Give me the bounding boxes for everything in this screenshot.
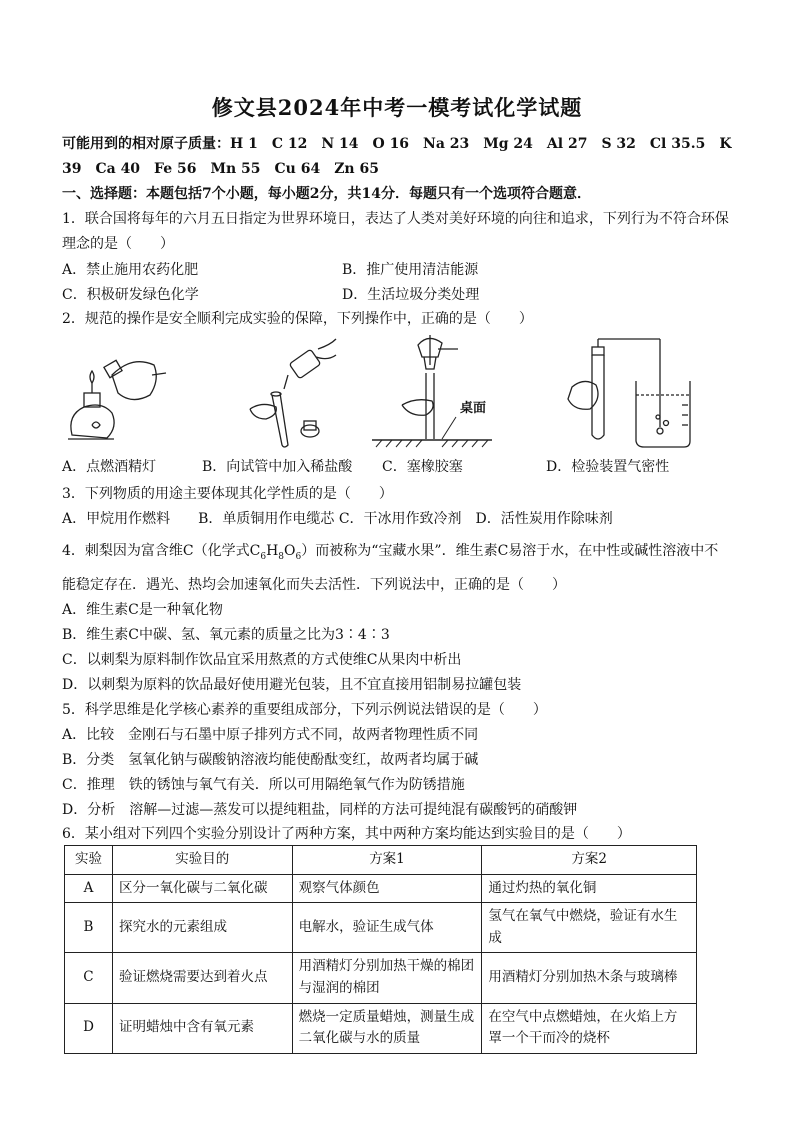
q5-option-a: A．比较 金刚石与石墨中原子排列方式不同，故两者物理性质不同 <box>62 727 479 743</box>
airtightness-check-illustration <box>562 335 712 450</box>
q2-stem: 2．规范的操作是安全顺利完成实验的保障，下列操作中，正确的是（ ） <box>62 311 533 327</box>
header-plan-2: 方案2 <box>482 846 697 875</box>
row-id: D <box>65 1003 113 1053</box>
q5-option-c: C．推理 铁的锈蚀与氧气有关．所以可用隔绝氧气作为防锈措施 <box>62 777 465 793</box>
q4-h: H <box>266 543 279 559</box>
q4-o: O <box>284 543 296 559</box>
q6-stem: 6．某小组对下列四个实验分别设计了两种方案，其中两种方案均能达到实验目的是（ ） <box>62 826 631 842</box>
row-goal: 验证燃烧需要达到着火点 <box>112 953 292 1003</box>
row-plan-1: 用酒精灯分别加热干燥的棉团与湿润的棉团 <box>292 953 482 1003</box>
row-id: B <box>65 903 113 953</box>
row-id: C <box>65 953 113 1003</box>
header-goal: 实验目的 <box>112 846 292 875</box>
q4-option-d: D．以刺梨为原料的饮品最好使用避光包装，且不宜直接用铝制易拉罐包装 <box>62 677 522 693</box>
q3-stem: 3．下列物质的用途主要体现其化学性质的是（ ） <box>62 486 393 502</box>
row-plan-1: 燃烧一定质量蜡烛，测量生成二氧化碳与水的质量 <box>292 1003 482 1053</box>
q4-sub-oxygen: 6 <box>295 551 302 562</box>
table-row <box>65 953 697 1003</box>
q4-stem-post: ）而被称为“宝藏水果”．维生素C易溶于水，在中性或碱性溶液中不 <box>301 543 719 559</box>
page-title: 修文县2024年中考一模考试化学试题 <box>211 95 583 120</box>
q2-option-d: D．检验装置气密性 <box>546 459 670 475</box>
header-plan-1: 方案1 <box>292 846 482 875</box>
q5-option-b: B．分类 氢氧化钠与碳酸钠溶液均能使酚酞变红，故两者均属于碱 <box>62 752 479 768</box>
row-plan-1: 观察气体颜色 <box>292 874 482 903</box>
q2-option-c: C．塞橡胶塞 <box>382 459 463 475</box>
table-row <box>65 903 697 953</box>
atomic-mass-line-1: 可能用到的相对原子质量：H 1 C 12 N 14 O 16 Na 23 Mg 24 Al 27 S 32 Cl 35.5 K <box>62 136 732 152</box>
q1-option-c: C．积极研发绿色化学 <box>62 287 199 303</box>
row-plan-2: 在空气中点燃蜡烛，在火焰上方罩一个干而冷的烧杯 <box>482 1003 697 1053</box>
q5-option-d: D．分析 溶解—过滤—蒸发可以提纯粗盐，同样的方法可提纯混有碳酸钙的硝酸钾 <box>62 802 578 818</box>
row-goal: 探究水的元素组成 <box>112 903 292 953</box>
alcohol-lamp-illustration <box>62 335 172 450</box>
q1-option-b: B．推广使用清洁能源 <box>342 262 479 278</box>
test-tube-pour-illustration <box>232 335 342 450</box>
q5-stem: 5．科学思维是化学核心素养的重要组成部分，下列示例说法错误的是（ ） <box>62 702 547 718</box>
q1-stem-line-1: 1．联合国将每年的六月五日指定为世界环境日，表达了人类对美好环境的向往和追求，下列行为不符合环保 <box>62 211 729 227</box>
q4-option-b: B．维生素C中碳、氢、氧元素的质量之比为3∶4∶3 <box>62 627 390 643</box>
q1-stem-line-2: 理念的是（ ） <box>62 236 174 252</box>
table-header-row <box>65 846 697 875</box>
section-heading: 一、选择题：本题包括7个小题，每小题2分，共14分．每题只有一个选项符合题意． <box>62 186 591 202</box>
desk-label: 桌面 <box>460 401 487 416</box>
row-plan-1: 电解水，验证生成气体 <box>292 903 482 953</box>
q1-option-d: D．生活垃圾分类处理 <box>342 287 480 303</box>
row-plan-2: 通过灼热的氧化铜 <box>482 874 697 903</box>
row-goal: 证明蜡烛中含有氧元素 <box>112 1003 292 1053</box>
table-row <box>65 1003 697 1053</box>
q3-options: A．甲烷用作燃料 B．单质铜用作电缆芯 C．干冰用作致冷剂 D．活性炭用作除味剂 <box>62 511 613 527</box>
q2-figures <box>62 335 712 450</box>
row-id: A <box>65 874 113 903</box>
rubber-stopper-illustration <box>372 335 492 450</box>
header-experiment: 实验 <box>65 846 113 875</box>
q4-stem-line-1 <box>62 540 718 562</box>
row-plan-2: 用酒精灯分别加热木条与玻璃棒 <box>482 953 697 1003</box>
experiment-table <box>64 845 697 1054</box>
q4-stem-line-2: 能稳定存在．遇光、热均会加速氧化而失去活性．下列说法中，正确的是（ ） <box>62 577 566 593</box>
table-row <box>65 874 697 903</box>
row-plan-2: 氢气在氧气中燃烧，验证有水生成 <box>482 903 697 953</box>
atomic-mass-line-2: 39 Ca 40 Fe 56 Mn 55 Cu 64 Zn 65 <box>62 161 379 177</box>
q2-option-a: A．点燃酒精灯 <box>62 459 157 475</box>
q4-sub-hydrogen: 8 <box>278 551 285 562</box>
q4-option-c: C．以刺梨为原料制作饮品宜采用熬煮的方式使维C从果肉中析出 <box>62 652 462 668</box>
q4-stem-pre: 4．刺梨因为富含维C（化学式C <box>62 543 261 559</box>
q1-option-a: A．禁止施用农药化肥 <box>62 262 199 278</box>
row-goal: 区分一氧化碳与二氧化碳 <box>112 874 292 903</box>
q2-option-b: B．向试管中加入稀盐酸 <box>202 459 353 475</box>
q4-option-a: A．维生素C是一种氧化物 <box>62 602 223 618</box>
q4-sub-carbon: 6 <box>260 551 267 562</box>
